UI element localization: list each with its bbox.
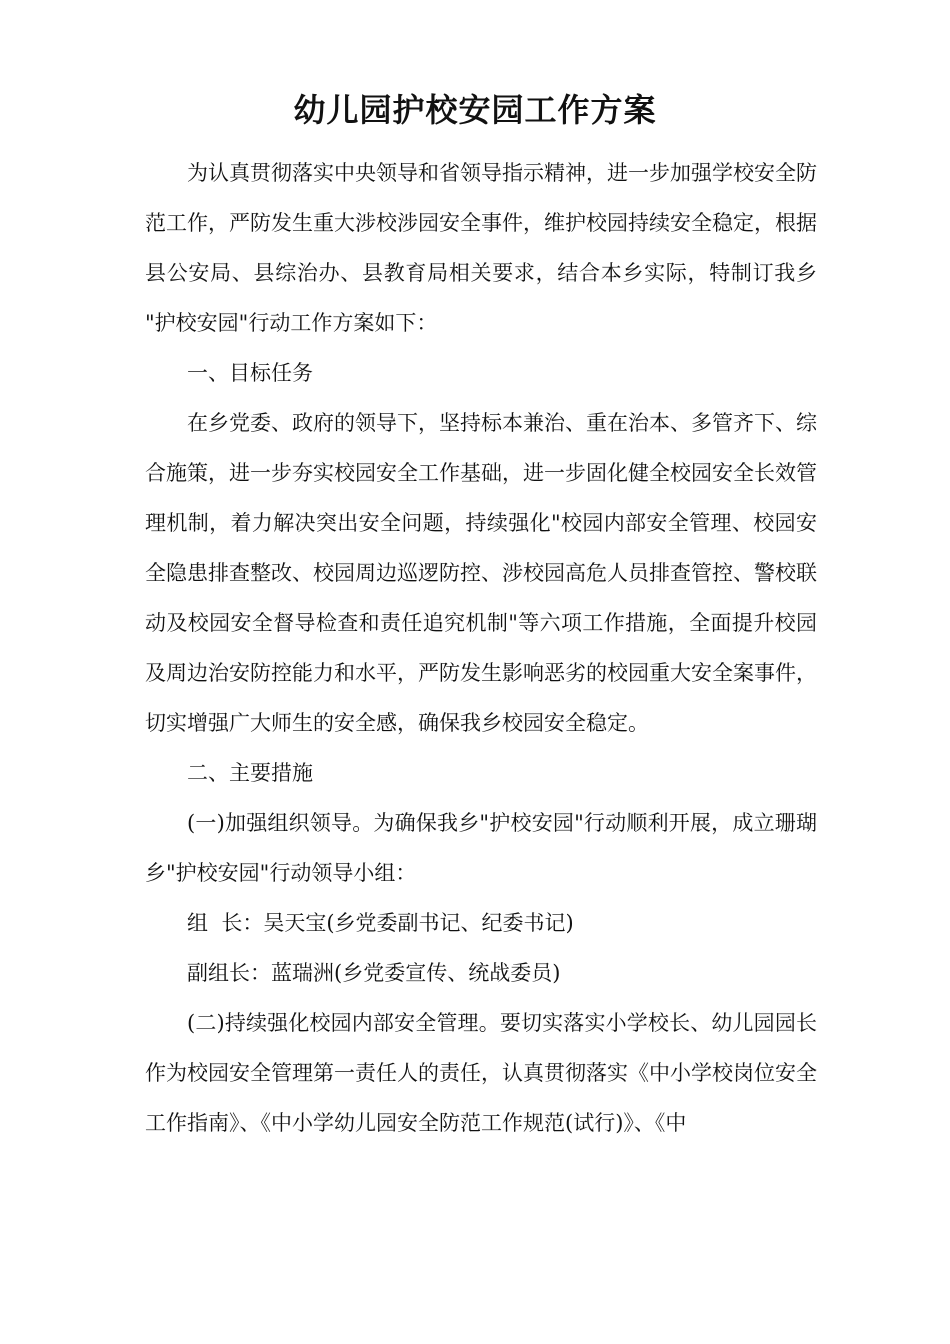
deputy-leader-line: 副组长：蓝瑞洲(乡党委宣传、统战委员): [187, 961, 561, 985]
section-heading-goals: 一、目标任务: [187, 361, 313, 385]
section-heading-measures: 二、主要措施: [187, 761, 313, 785]
leader-line: 组 长：吴天宝(乡党委副书记、纪委书记): [187, 911, 574, 935]
document-title: 幼儿园护校安园工作方案: [293, 91, 657, 129]
document-body: [145, 148, 817, 1148]
measure-2-paragraph: (二)持续强化校园内部安全管理。要切实落实小学校长、幼儿园园长作为校园安全管理第一责任人的责任，认真贯彻落实《中小学校岗位安全工作指南》、《中小学幼儿园安全防范工作规范(试行)》、《中: [145, 1011, 817, 1135]
measure-1-paragraph: (一)加强组织领导。为确保我乡"护校安园"行动顺利开展，成立珊瑚乡"护校安园"行动领导小组：: [145, 811, 817, 885]
goals-paragraph: 在乡党委、政府的领导下，坚持标本兼治、重在治本、多管齐下、综合施策，进一步夯实校园安全工作基础，进一步固化健全校园安全长效管理机制，着力解决突出安全问题，持续强化"校园内部安全管理、校园安全隐患排查整改、校园周边巡逻防控、涉校园高危人员排查管控、警校联动及校园安全督导检查和责任追究机制"等六项工作措施，全面提升校园及周边治安防控能力和水平，严防发生影响恶劣的校园重大安全案事件，切实增强广大师生的安全感，确保我乡校园安全稳定。: [145, 411, 817, 735]
intro-paragraph: 为认真贯彻落实中央领导和省领导指示精神，进一步加强学校安全防范工作，严防发生重大涉校涉园安全事件，维护校园持续安全稳定，根据县公安局、县综治办、县教育局相关要求，结合本乡实际，特制订我乡 "护校安园"行动工作方案如下：: [145, 161, 817, 335]
